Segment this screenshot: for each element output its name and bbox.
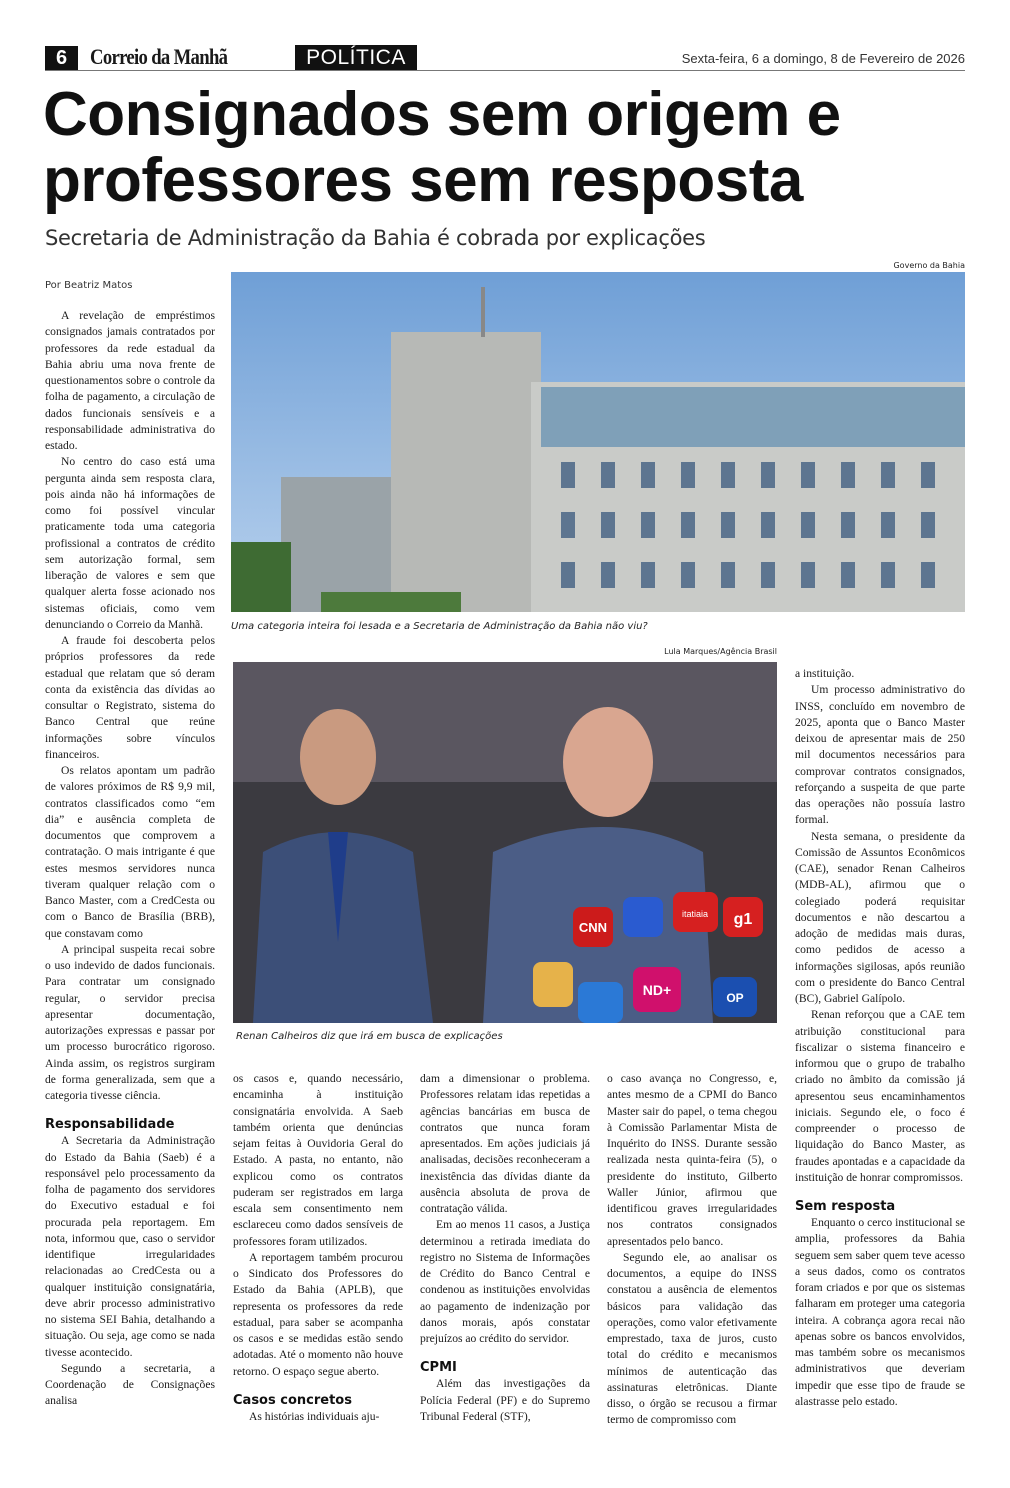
paragraph: dam a dimensionar o problema. Professores relatam idas repetidas a agências bancárias em busca de contratos que nunca foram apresentados. Em ações judiciais já analisadas, decisões reconheceram a inexistência das dívidas diante da ausência absoluta de prova de contratação válida. — [420, 1072, 590, 1215]
paragraph: Um processo administrativo do INSS, concluído em novembro de 2025, aponta que o Banco Master deixou de apresentar mais de 250 mil documentos necessários para comprovar contratos consignados, reforçando a suspeita de que parte das operações não possuía lastro formal. — [795, 683, 965, 827]
paragraph: No centro do caso está uma pergunta ainda sem resposta clara, pois ainda não há informações de como foi possível vincular praticamente toda uma categoria profissional a contratos de crédito sem autorização formal, sem liberação de valores e sem que qualquer alerta fosse acionado nos sistemas oficiais, como vem denunciando o Correio da Manhã. — [45, 455, 215, 631]
mic-label: OP — [726, 991, 744, 1005]
building-photo — [231, 272, 965, 612]
page-number: 6 — [45, 46, 78, 70]
header-divider — [45, 70, 965, 71]
section-subheading: Casos concretos — [233, 1392, 352, 1408]
byline: Por Beatriz Matos — [45, 280, 133, 291]
headline-line-2: professores sem resposta — [43, 146, 803, 215]
paragraph: A Secretaria da Administração do Estado da Bahia (Saeb) é a responsável pelo processamento da folha de pagamento dos servidores do Executivo estadual e foi procurada pela reportagem. Em nota, informou que, caso o servidor identifique irregularidades relacionadas ao CredCesta ou a qualquer instituição consignatária, deve abrir processo administrativo no sistema SEI Bahia, detalhando a situação. Ou seja, age como se nada tivesse acontecido. — [45, 1134, 215, 1359]
paragraph: o caso avança no Congresso, e, antes mesmo de a CPMI do Banco Master sair do papel, o tema chegou à Comissão Parlamentar Mista de Inquérito do INSS. Durante sessão realizada nesta quinta-feira (5), o presidente do instituto, Gilberto Waller Júnior, afirmou que identificou graves irregularidades nos contratos consignados apresentados pelo banco. — [607, 1072, 777, 1248]
article-column-2 — [233, 1071, 403, 1425]
photo-credit: Governo da Bahia — [893, 261, 965, 270]
paragraph: Em ao menos 11 casos, a Justiça determinou a retirada imediata do registro no Sistema de Informações de Crédito do Banco Central e condenou as instituições envolvidas ao pagamento de indenização por danos morais, após constatar prejuízos ao crédito do servidor. — [420, 1218, 590, 1345]
headline — [43, 82, 983, 214]
article-column-5 — [795, 666, 965, 1410]
paragraph: Segundo ele, ao analisar os documentos, a equipe do INSS constatou a ausência de elementos básicos para validação das operações, como valor efetivamente emprestado, taxa de juros, custo total do crédito e mecanismos mínimos de autenticação das assinaturas eletrônicas. Diante disso, o órgão se recusou a firmar termo de compromisso com — [607, 1250, 777, 1427]
paragraph: Segundo a secretaria, a Coordenação de Consignações analisa — [45, 1361, 215, 1408]
photo-caption: Uma categoria inteira foi lesada e a Secretaria de Administração da Bahia não viu? — [231, 621, 648, 632]
mic-label: g1 — [733, 911, 753, 928]
paragraph: Nesta semana, o presidente da Comissão de Assuntos Econômicos (CAE), senador Renan Calheiros (MDB-AL), afirmou que o colegiado poderá requisitar documentos e não descartou a adoção de medidas mais duras, como pedidos de acesso a informações sigilosas, após reunião com o presidente do Banco Central (BC), Gabriel Galípolo. — [795, 829, 965, 1005]
mic-label: itatiaia — [681, 909, 709, 919]
paragraph: Renan reforçou que a CAE tem atribuição constitucional para fiscalizar o sistema financeiro e informou que o grupo de trabalho criado no âmbito da comissão já apresentou seus encaminhamentos iniciais. Segundo ele, o foco é compreender o processo de liquidação do Banco Master, as fraudes apontadas e a capacidade da instituição de honrar compromissos. — [795, 1008, 965, 1184]
paragraph: A reportagem também procurou o Sindicato dos Professores do Estado da Bahia (APLB), que representa os professores da rede estadual, para saber se acompanha os casos e se medidas estão sendo adotadas. Até o momento não houve retorno. O espaço segue aberto. — [233, 1250, 403, 1378]
paragraph: Os relatos apontam um padrão de valores próximos de R$ 9,9 mil, contratos classificados como “em dia” e ausência completa de documentos que comprovem a contratação. O mais intrigante é que estes mesmos servidores nunca tiveram qualquer relação com o Banco Master, com a CredCesta ou com o Banco de Brasília (BRB), que constavam como — [45, 764, 215, 940]
masthead-logo: Correio da Manhã — [90, 44, 228, 69]
photo-caption: Renan Calheiros diz que irá em busca de explicações — [236, 1031, 503, 1042]
mic-label: ND+ — [642, 982, 672, 998]
section-label: POLÍTICA — [295, 45, 417, 70]
paragraph: A fraude foi descoberta pelos próprios professores da rede estadual que relatam que só deram conta da existência das dívidas ao consultar o Registrato, sistema do Banco Central que reúne informações sobre vínculos financeiros. — [45, 634, 215, 761]
paragraph: A revelação de empréstimos consignados jamais contratados por professores da rede estadual da Bahia abriu uma nova frente de questionamentos sobre o controle da folha de pagamento, a circulação de dados funcionais sensíveis e a responsabilidade administrativa do estado. — [45, 309, 215, 452]
subheadline: Secretaria de Administração da Bahia é cobrada por explicações — [45, 226, 706, 250]
issue-date: Sexta-feira, 6 a domingo, 8 de Fevereiro de 2026 — [681, 51, 965, 66]
article-column-1 — [45, 308, 215, 1410]
press-conference-photo — [233, 662, 777, 1023]
paragraph: Enquanto o cerco institucional se amplia, professores da Bahia seguem sem saber quem teve acesso a seus dados, como os contratos foram criados e por que os sistemas falharam em proteger uma categoria inteira. A cobrança agora recai não apenas sobre os bancos envolvidos, mas também sobre os mecanismos administrativos que deveriam impedir que esse tipo de fraude se alastrasse pelo estado. — [795, 1216, 965, 1408]
paragraph: Além das investigações da Polícia Federal (PF) e do Supremo Tribunal Federal (STF), — [420, 1377, 590, 1423]
article-column-4 — [607, 1071, 777, 1429]
paragraph: os casos e, quando necessário, encaminha à instituição consignatária envolvida. A Saeb também orienta que denúncias sejam feitas à Ouvidoria Geral do Estado. A pasta, no entanto, não explicou como os contratos puderam ser registrados em larga escala sem consentimento nem esclareceu como dados sensíveis de professores foram utilizados. — [233, 1072, 403, 1248]
section-subheading: CPMI — [420, 1360, 457, 1376]
photo-credit: Lula Marques/Agência Brasil — [664, 647, 777, 656]
section-subheading: Responsabilidade — [45, 1117, 175, 1133]
paragraph: a instituição. — [795, 667, 855, 680]
headline-line-1: Consignados sem origem e — [43, 80, 841, 149]
paragraph: A principal suspeita recai sobre o uso indevido de dados funcionais. Para contratar um consignado regular, o servidor precisa apresentar documentação, autorizações expressas e passar por um processo burocrático rigoroso. Ainda assim, os registros surgiram de forma generalizada, sem que a categoria tivesse ciência. — [45, 942, 215, 1102]
article-column-3 — [420, 1071, 590, 1425]
section-subheading: Sem resposta — [795, 1199, 896, 1214]
mic-label: CNN — [578, 920, 608, 935]
paragraph: As histórias individuais aju- — [249, 1409, 380, 1423]
